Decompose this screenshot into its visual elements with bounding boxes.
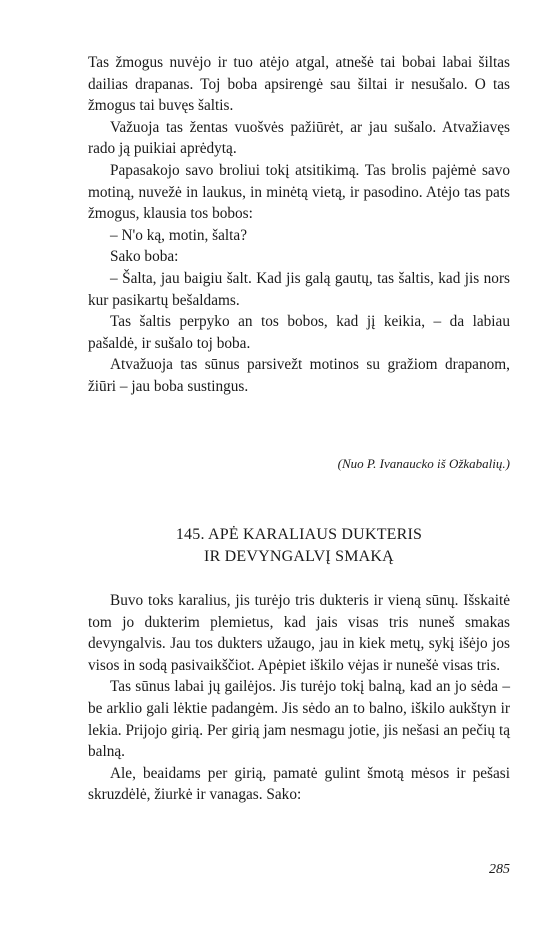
paragraph: Tas žmogus nuvėjo ir tuo atėjo atgal, atnešė tai bobai labai šiltas dailias drapanas. Toj boba apsirengė sau šiltai ir nesušalo. O tas žmogus tai buvęs šaltis. [88,54,510,115]
paragraph: Tas šaltis perpyko an tos bobos, kad jį keikia, – da labiau pašaldė, ir sušalo toj boba. [88,313,510,352]
paragraph: Tas sūnus labai jų gailėjos. Jis turėjo tokį balną, kad an jo sėda – be arklio gali lėktie padangėm. Jis sėdo an to balno, iškilo aukštyn ir lekia. Prijojo girią. Per girią jam nesmagu jotie, jis nešasi an pečių tą balną. [88,678,510,761]
story-144-ending [88,52,510,398]
paragraph: Atvažuoja tas sūnus parsivežt motinos su gražiom drapanom, žiūri – jau boba sustingus. [88,356,510,395]
source-attribution: (Nuo P. Ivanaucko iš Ožkabalių.) [337,456,510,471]
story-heading [88,524,510,568]
dialogue-line: – Šalta, jau baigiu šalt. Kad jis galą gautų, tas šaltis, kad jis nors kur pasikartų bešaldams. [88,269,510,309]
paragraph: Papasakojo savo broliui tokį atsitikimą. Tas brolis pajėmė savo motiną, nuvežė in laukus, in minėtą vietą, ir pasodino. Atėjo tas pats žmogus, klausia tos bobos: [88,161,510,223]
paragraph: Ale, beaidams per girią, pamatė gulint šmotą mėsos ir pešasi skruzdėlė, žiurkė ir vanagas. Sako: [88,764,510,804]
paragraph: Važuoja tas žentas vuošvės pažiūrėt, ar jau sušalo. Atvažiavęs rado ją puikiai aprėdytą. [88,118,510,158]
heading-line-1: 145. APĖ KARALIAUS DUKTERIS [175,526,423,543]
page-number: 285 [489,862,510,877]
paragraph: Sako boba: [110,248,179,266]
dialogue-line: – N'o ką, motin, šalta? [110,226,247,244]
story-145-text [88,590,510,806]
heading-line-2: IR DEVYNGALVĮ SMAKĄ [204,548,394,565]
paragraph: Buvo toks karalius, jis turėjo tris dukteris ir vieną sūnų. Išskaitė tom jo dukterim plemietus, kad jais visas tris nuneš smakas devyngalvis. Jau tos dukters užaugo, jau in kiek metų, sykį išėjo jos visos in sodą pasivaikščiot. Apėpiet iškilo vėjas ir nunešė visas tris. [88,592,510,674]
